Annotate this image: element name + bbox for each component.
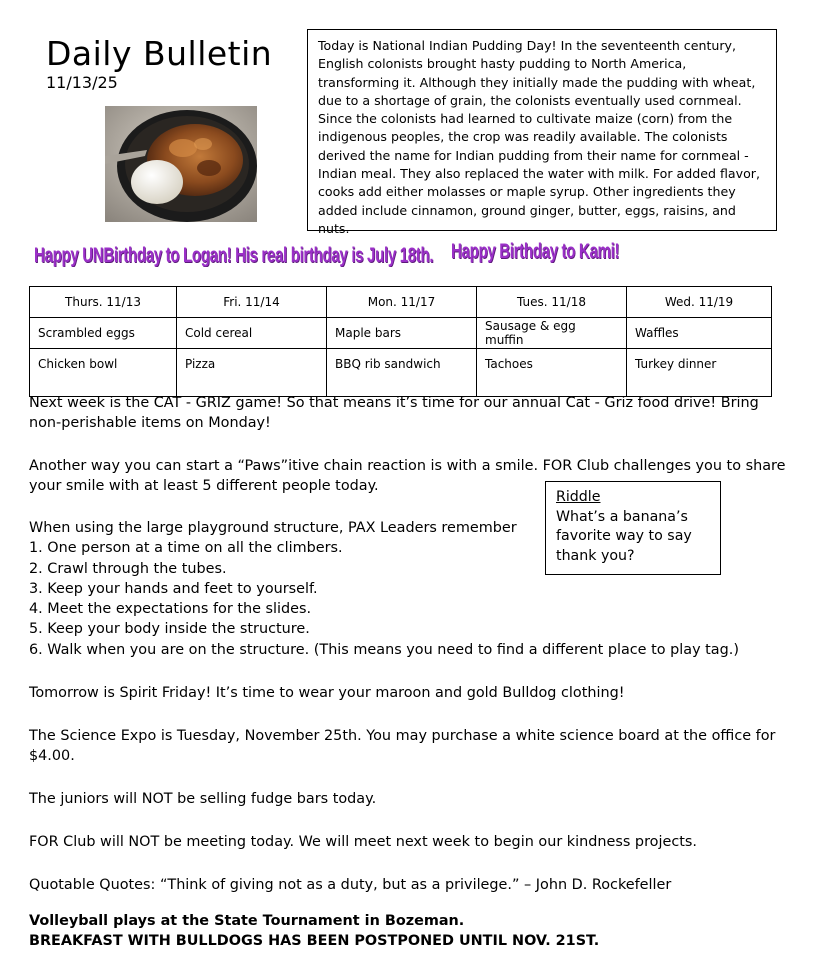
logan-unbirthday-banner: Happy UNBirthday to Logan! His real birthday is July 18th. (34, 244, 434, 267)
menu-day: Fri. 11/14 (177, 287, 327, 318)
kami-birthday-banner: Happy Birthday to Kami! (451, 240, 620, 263)
menu-item: Turkey dinner (627, 349, 772, 397)
for-club-announcement: FOR Club will NOT be meeting today. We will meet next week to begin our kindness projects. (29, 834, 697, 850)
pax-rule: 4. Meet the expectations for the slides. (29, 601, 312, 618)
bulletin-title: Daily Bulletin (46, 34, 273, 73)
fudge-announcement: The juniors will NOT be selling fudge bars today. (29, 791, 377, 807)
pax-rule: 1. One person at a time on all the climbers. (29, 540, 343, 557)
bulletin-date: 11/13/25 (46, 73, 118, 92)
pudding-photo (105, 106, 257, 222)
riddle-box (545, 481, 721, 575)
breakfast-postponed-announcement: BREAKFAST WITH BULLDOGS HAS BEEN POSTPONED UNTIL NOV. 21ST. (29, 933, 600, 949)
menu-item: Maple bars (327, 318, 477, 349)
pax-rule: 2. Crawl through the tubes. (29, 560, 227, 577)
spirit-friday-announcement: Tomorrow is Spirit Friday! It’s time to wear your maroon and gold Bulldog clothing! (29, 685, 625, 701)
menu-item: Tachoes (477, 349, 627, 397)
menu-day: Thurs. 11/13 (30, 287, 177, 318)
pax-rule: 6. Walk when you are on the structure. (This means you need to find a different place to play tag.) (29, 641, 739, 658)
riddle-text: What’s a banana’s favorite way to say thank you? (556, 508, 692, 564)
science-expo-announcement: The Science Expo is Tuesday, November 25th. You may purchase a white science board at the office for $4.00. (29, 728, 776, 765)
menu-item: Scrambled eggs (30, 318, 177, 349)
menu-lunch-row (30, 349, 772, 397)
menu-day: Wed. 11/19 (627, 287, 772, 318)
riddle-title: Riddle (556, 489, 601, 505)
menu-item: Waffles (627, 318, 772, 349)
menu-day: Tues. 11/18 (477, 287, 627, 318)
quotable-quote: Quotable Quotes: “Think of giving not as a duty, but as a privilege.” – John D. Rockefeller (29, 877, 672, 893)
menu-item: Pizza (177, 349, 327, 397)
menu-item: Sausage & egg muffin (477, 318, 627, 349)
pudding-day-box: Today is National Indian Pudding Day! In the seventeenth century, English colonists brought hasty pudding to North America, transforming it. Although they initially made the pudding with wheat, due to a shortage of grain, the colonists eventually used cornmeal. Since the colonists had learned to cultivate maize (corn) from the indigenous peoples, the crop was readily available. The colonists derived the name for Indian pudding from their name for cornmeal - Indian meal. They also replaced the water with milk. For added flavor, cooks add either molasses or maple syrup. Other ingredients they added include cinnamon, ground ginger, butter, eggs, raisins, and nuts. (307, 29, 777, 231)
menu-item: Cold cereal (177, 318, 327, 349)
volleyball-announcement: Volleyball plays at the State Tournament in Bozeman. (29, 913, 465, 929)
menu-breakfast-row (30, 318, 772, 349)
pax-intro: When using the large playground structure, PAX Leaders remember (29, 520, 517, 536)
menu-header-row (30, 287, 772, 318)
menu-day: Mon. 11/17 (327, 287, 477, 318)
cat-griz-announcement: Next week is the CAT - GRIZ game! So that means it’s time for our annual Cat - Griz food drive! Bring non-perishable items on Monday! (29, 395, 759, 432)
pax-rule: 5. Keep your body inside the structure. (29, 621, 310, 638)
menu-item: Chicken bowl (30, 349, 177, 397)
pawsitive-announcement: Another way you can start a “Paws”itive chain reaction is with a smile. FOR Club challenges you to share your smile with at least 5 different people today. (29, 458, 786, 495)
lunch-menu-table (29, 286, 772, 397)
pax-rule: 3. Keep your hands and feet to yourself. (29, 580, 318, 597)
menu-item: BBQ rib sandwich (327, 349, 477, 397)
